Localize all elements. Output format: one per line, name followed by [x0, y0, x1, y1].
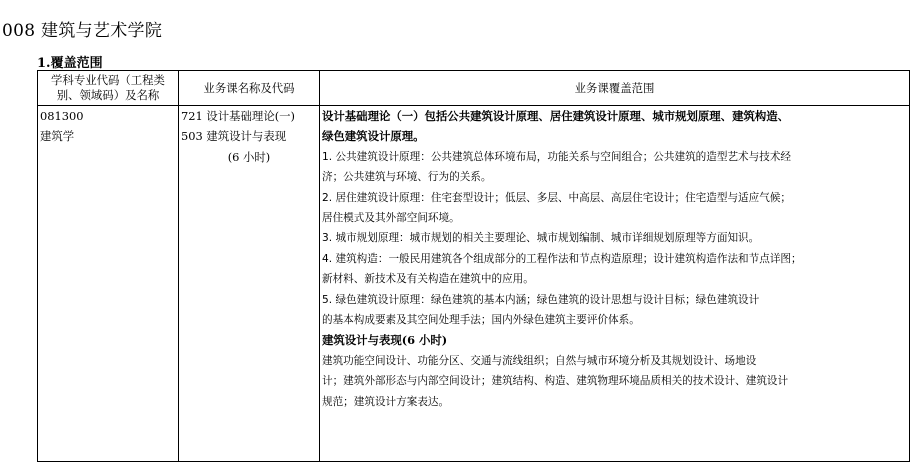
scope-line: 新材料、新技术及有关构造在建筑中的应用。 — [322, 273, 534, 286]
scope-cell — [320, 106, 910, 462]
course-name-1: 721 设计基础理论(一) — [181, 109, 295, 123]
scope-line: 设计基础理论（一）包括公共建筑设计原理、居住建筑设计原理、城市规划原理、建筑构造、 — [322, 109, 790, 123]
scope-line: 1. 公共建筑设计原理：公共建筑总体环境布局，功能关系与空间组合；公共建筑的造型艺术与技术经 — [322, 150, 792, 163]
scope-line: 建筑功能空间设计、功能分区、交通与流线组织；自然与城市环境分析及其规划设计、场地设 — [322, 354, 757, 367]
table-row — [38, 106, 910, 462]
scope-line: 的基本构成要素及其空间处理手法；国内外绿色建筑主要评价体系。 — [322, 314, 640, 327]
course-name-2: 503 建筑设计与表现 — [181, 129, 287, 144]
scope-line: 3. 城市规划原理：城市规划的相关主要理论、城市规划编制、城市详细规划原理等方面知识。 — [322, 232, 760, 245]
scope-line: 绿色建筑设计原理。 — [322, 129, 425, 144]
scope-line: 4. 建筑构造：一般民用建筑各个组成部分的工程作法和节点构造原理；设计建筑构造作法和节点详图； — [322, 252, 802, 265]
major-name: 建筑学 — [40, 129, 75, 144]
header-course-name: 业务课名称及代码 — [179, 71, 320, 106]
scope-line: 计；建筑外部形态与内部空间设计；建筑结构、构造、建筑物理环境品质相关的技术设计、建筑设计 — [322, 375, 789, 388]
course-cell — [179, 106, 320, 462]
coverage-table — [37, 70, 910, 462]
page-title: 008 建筑与艺术学院 — [2, 21, 163, 41]
scope-line: 居住模式及其外部空间环境。 — [322, 212, 460, 225]
scope-line: 济；公共建筑与环境、行为的关系。 — [322, 171, 492, 184]
scope-line: 5. 绿色建筑设计原理：绿色建筑的基本内涵；绿色建筑的设计思想与设计目标；绿色建筑设计 — [322, 293, 760, 306]
course-duration: (6 小时) — [227, 149, 271, 164]
scope-line: 2. 居住建筑设计原理：住宅套型设计；低层、多层、中高层、高层住宅设计；住宅造型与适应气候； — [322, 191, 792, 204]
header-major-code: 学科专业代码（工程类别、领域码）及名称 — [38, 71, 179, 106]
table-header-row — [38, 71, 910, 106]
section-title: 1.覆盖范围 — [37, 56, 103, 71]
major-code: 081300 — [40, 109, 84, 123]
scope-line: 建筑设计与表现(6 小时) — [322, 333, 448, 348]
scope-line: 规范；建筑设计方案表达。 — [322, 395, 450, 408]
major-cell — [38, 106, 179, 462]
header-course-scope: 业务课覆盖范围 — [320, 71, 910, 106]
